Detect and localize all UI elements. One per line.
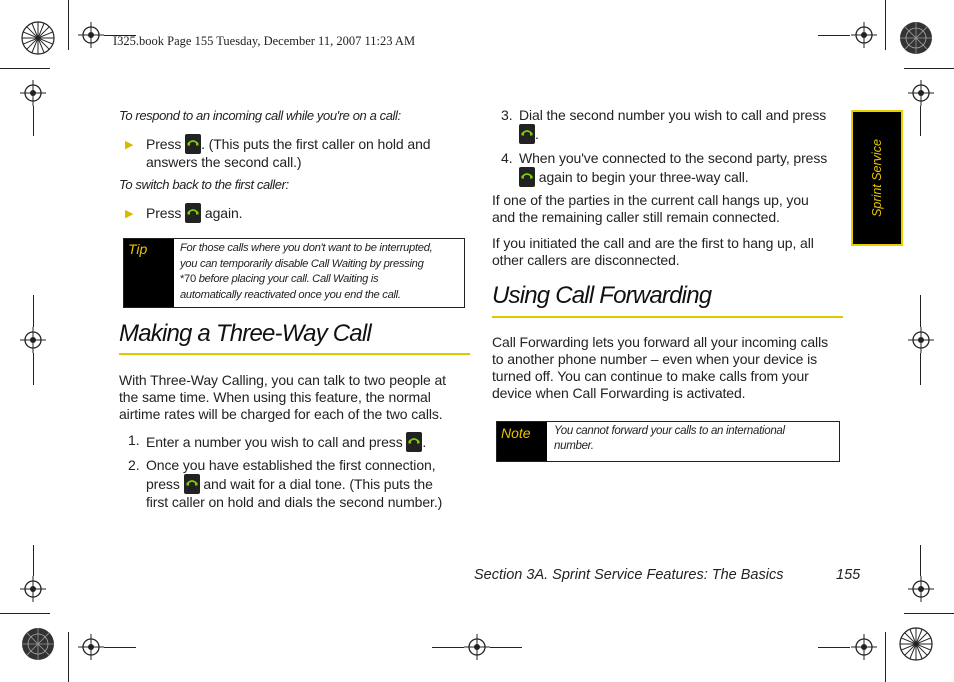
talk-key-icon (519, 167, 535, 187)
crosshair-mark-icon (464, 634, 490, 660)
crosshair-mark-icon (20, 327, 46, 353)
dark-target-mark-icon (20, 626, 56, 662)
step-number: 1. (128, 432, 140, 448)
call-forwarding-title: Using Call Forwarding (492, 282, 712, 309)
talk-key-icon (185, 203, 201, 223)
footer-section-title: Section 3A. Sprint Service Features: The Basics (474, 567, 784, 583)
step-2-text: Once you have established the first connection, press and wait for a dial tone. (This puts the first caller on hold and dials the second number.) (146, 457, 443, 510)
three-way-intro: With Three-Way Calling, you can talk to two people at the same time. When using this feature, the normal airtime rates will be charged for each of the two calls. (119, 372, 446, 422)
switch-instruction: Press again. (146, 205, 243, 221)
section-rule (492, 316, 843, 318)
crosshair-mark-icon (908, 80, 934, 106)
talk-key-icon (184, 474, 200, 494)
crosshair-mark-icon (908, 327, 934, 353)
step-number: 3. (501, 107, 513, 123)
talk-key-icon (406, 432, 422, 452)
switch-subheading: To switch back to the first caller: (119, 177, 289, 192)
crosshair-mark-icon (78, 634, 104, 660)
initiator-paragraph: If you initiated the call and are the first to hang up, all other callers are disconnected. (492, 235, 814, 268)
triangle-bullet-icon: ▶ (125, 139, 134, 151)
crosshair-mark-icon (908, 576, 934, 602)
note-label-cell (497, 422, 547, 461)
crosshair-mark-icon (851, 634, 877, 660)
step-3-text: Dial the second number you wish to call and press . (519, 107, 827, 142)
dark-target-mark-icon (898, 20, 934, 56)
book-header-info: I325.book Page 155 Tuesday, December 11, 2007 11:23 AM (113, 34, 416, 48)
side-tab-label: Sprint Service (870, 139, 884, 217)
step-1-text: Enter a number you wish to call and press . (146, 434, 427, 450)
page-number: 155 (836, 567, 861, 583)
tip-label-cell (124, 239, 174, 307)
talk-key-icon (185, 134, 201, 154)
tip-label: Tip (128, 241, 148, 257)
starburst-mark-icon (898, 626, 934, 662)
talk-key-icon (519, 124, 535, 144)
note-label: Note (501, 425, 531, 441)
crosshair-mark-icon (20, 80, 46, 106)
respond-instruction: Press . (This puts the first caller on hold and answers the second call.) (146, 136, 431, 170)
crosshair-mark-icon (20, 576, 46, 602)
tip-text: For those calls where you don't want to be interrupted, you can temporarily disable Call Waiting by pressing *70 before placing your call. Call Waiting is automatically reactivated once you end the call. (180, 242, 433, 301)
three-way-call-title: Making a Three-Way Call (119, 320, 371, 347)
crosshair-mark-icon (78, 22, 104, 48)
step-number: 2. (128, 457, 140, 473)
note-text: You cannot forward your calls to an international number. (554, 425, 785, 452)
respond-subheading: To respond to an incoming call while you're on a call: (119, 108, 401, 123)
tip-box (123, 238, 465, 308)
section-rule (119, 353, 470, 355)
step-4-text: When you've connected to the second party, press again to begin your three-way call. (519, 150, 828, 185)
crosshair-mark-icon (851, 22, 877, 48)
hang-up-paragraph: If one of the parties in the current call hangs up, you and the remaining caller still remain connected. (492, 192, 809, 225)
call-forwarding-paragraph: Call Forwarding lets you forward all your incoming calls to another phone number – even when your device is turned off. You can continue to make calls from your device when Call Forwarding is activated. (492, 334, 828, 401)
step-number: 4. (501, 150, 513, 166)
section-side-tab (851, 110, 903, 246)
starburst-mark-icon (20, 20, 56, 56)
note-box (496, 421, 840, 462)
triangle-bullet-icon: ▶ (125, 208, 134, 220)
